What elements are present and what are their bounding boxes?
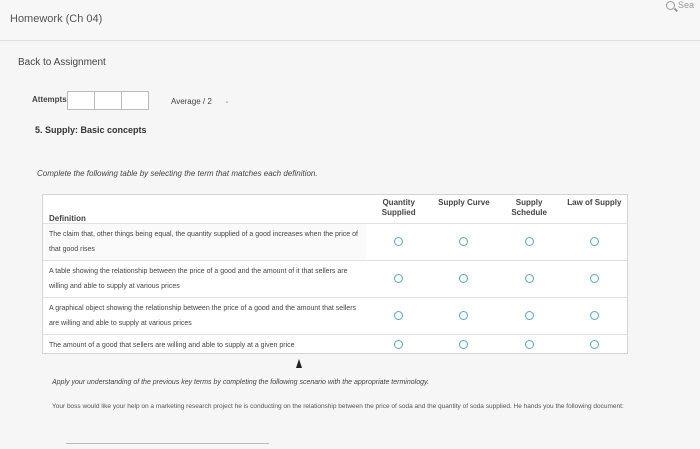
page-title: Homework (Ch 04) — [10, 13, 103, 25]
column-header-quantity-supplied: Quantity Supplied — [381, 198, 416, 217]
divider-dot — [226, 101, 228, 103]
attempt-box — [94, 91, 122, 110]
radio-supply-schedule[interactable] — [525, 340, 534, 349]
radio-law-of-supply[interactable] — [590, 274, 599, 283]
radio-quantity-supplied[interactable] — [394, 340, 403, 349]
search-control[interactable] — [666, 0, 694, 10]
table-row — [43, 261, 627, 298]
table-row — [43, 224, 627, 261]
definition-cell: A graphical object showing the relationship between the price of a good and the amount that sellers are willing and able to supply at various prices — [43, 298, 366, 335]
search-label: Sea — [677, 0, 694, 10]
table-row — [43, 335, 627, 357]
column-header-supply-curve: Supply Curve — [438, 198, 490, 207]
radio-supply-curve[interactable] — [459, 340, 468, 349]
definition-column-header: Definition — [49, 214, 86, 223]
radio-law-of-supply[interactable] — [590, 340, 599, 349]
table-row — [43, 298, 627, 335]
radio-supply-curve[interactable] — [459, 311, 468, 320]
divider-line — [66, 443, 269, 444]
radio-law-of-supply[interactable] — [590, 311, 599, 320]
radio-supply-schedule[interactable] — [525, 274, 534, 283]
radio-supply-schedule[interactable] — [525, 237, 534, 246]
definition-cell: The claim that, other things being equal, the quantity supplied of a good increases when the price of that good rises — [43, 224, 366, 261]
column-header-supply-schedule: Supply Schedule — [511, 198, 547, 217]
radio-law-of-supply[interactable] — [590, 237, 599, 246]
search-icon[interactable] — [666, 1, 675, 10]
attempt-indicators — [67, 91, 148, 110]
radio-quantity-supplied[interactable] — [394, 311, 403, 320]
scenario-text: Your boss would like your help on a marketing research project he is conducting on the relationship between the price of soda and the quantity of soda supplied. He hands you the following document: — [52, 403, 624, 410]
definition-cell: The amount of a good that sellers are willing and able to supply at a given price — [43, 335, 366, 357]
average-score: Average / 2 — [171, 97, 212, 106]
mouse-cursor-icon — [296, 359, 302, 368]
question-title: 5. Supply: Basic concepts — [35, 125, 147, 135]
top-bar — [0, 0, 700, 41]
radio-quantity-supplied[interactable] — [394, 274, 403, 283]
radio-supply-schedule[interactable] — [525, 311, 534, 320]
attempt-box — [67, 91, 95, 110]
apply-instructions: Apply your understanding of the previous key terms by completing the following scenario with the appropriate terminology. — [52, 379, 429, 386]
attempts-label: Attempts — [32, 95, 67, 104]
question-instructions: Complete the following table by selecting the term that matches each definition. — [37, 169, 318, 178]
radio-quantity-supplied[interactable] — [394, 237, 403, 246]
attempt-box — [121, 91, 149, 110]
main-content — [0, 41, 700, 449]
definition-cell: A table showing the relationship between the price of a good and the amount of it that sellers are willing and able to supply at various prices — [43, 261, 366, 298]
radio-supply-curve[interactable] — [459, 274, 468, 283]
column-header-law-of-supply: Law of Supply — [567, 198, 622, 207]
terms-table — [42, 194, 628, 354]
back-to-assignment-link[interactable]: Back to Assignment — [18, 57, 106, 68]
radio-supply-curve[interactable] — [459, 237, 468, 246]
